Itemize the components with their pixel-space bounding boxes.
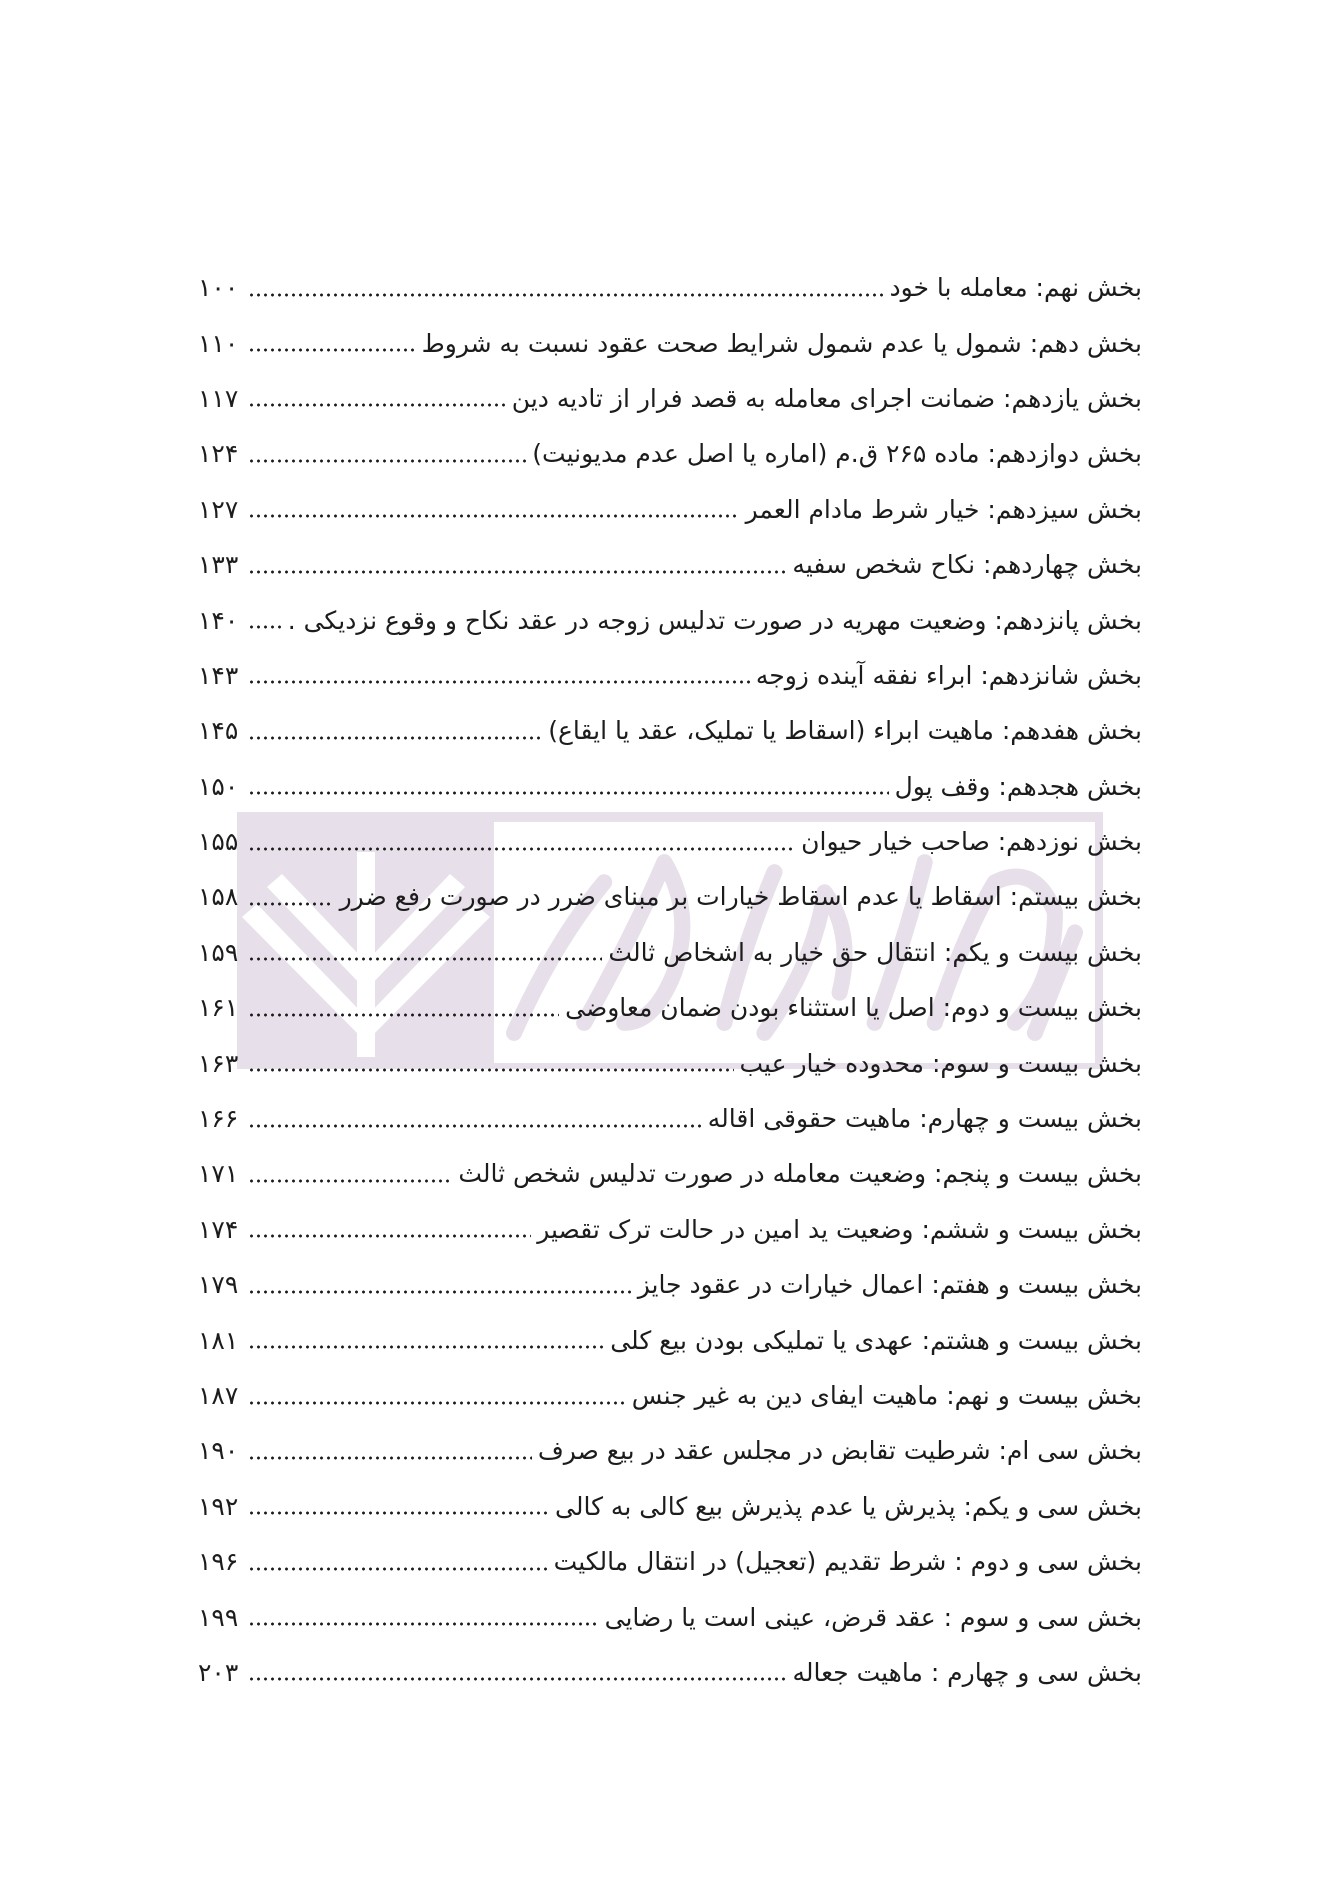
toc-entry-page-number: ۱۸۷ bbox=[198, 1381, 239, 1410]
toc-entry-title: بخش دوازدهم: ماده ۲۶۵ ق.م (اماره یا اصل عدم مدیونیت) bbox=[532, 439, 1142, 469]
toc-entry-page-number: ۱۹۶ bbox=[198, 1547, 239, 1577]
toc-entry[interactable] bbox=[198, 1423, 1142, 1478]
toc-entry-page-number: ۱۴۳ bbox=[198, 660, 239, 690]
toc-entry[interactable] bbox=[198, 260, 1142, 315]
toc-entry[interactable] bbox=[198, 1312, 1142, 1367]
dot-leader bbox=[248, 1510, 549, 1516]
toc-entry-title: بخش بیست و هشتم: عهدی یا تملیکی بودن بیع کلی bbox=[610, 1325, 1142, 1355]
toc-entry-page-number: ۱۹۰ bbox=[198, 1436, 239, 1466]
dot-leader bbox=[248, 347, 416, 353]
toc-entry[interactable] bbox=[198, 1257, 1142, 1312]
toc-entry-page-number: ۱۲۷ bbox=[198, 494, 239, 524]
toc-entry[interactable] bbox=[198, 315, 1142, 370]
toc-entry-page-number: ۱۳۳ bbox=[198, 550, 239, 580]
toc-entry[interactable] bbox=[198, 1202, 1142, 1257]
toc-entry[interactable] bbox=[198, 1589, 1142, 1644]
toc-entry-page-number: ۱۵۸ bbox=[198, 882, 239, 912]
toc-entry-title: بخش هجدهم: وقف پول bbox=[894, 771, 1142, 801]
toc-entry-page-number: ۱۷۹ bbox=[198, 1270, 239, 1300]
toc-entry-title: بخش پانزدهم: وضعیت مهریه در صورت تدلیس زوجه در عقد نکاح و وقوع نزدیکی . bbox=[287, 605, 1142, 635]
dot-leader bbox=[248, 1400, 626, 1406]
dot-leader bbox=[248, 1289, 632, 1295]
dot-leader bbox=[248, 1067, 734, 1073]
toc-entry-title: بخش بیست و نهم: ماهیت ایفای دین به غیر جنس bbox=[631, 1381, 1142, 1410]
toc-entry[interactable] bbox=[198, 1146, 1142, 1201]
toc-entry-title: بخش بیست و هفتم: اعمال خیارات در عقود جایز bbox=[637, 1270, 1142, 1300]
dot-leader bbox=[248, 569, 786, 575]
dot-leader bbox=[248, 956, 602, 962]
toc-entry-page-number: ۱۵۹ bbox=[198, 937, 239, 967]
toc-entry-page-number: ۱۶۳ bbox=[198, 1048, 239, 1078]
toc-entry[interactable] bbox=[198, 371, 1142, 426]
toc-entry-title: بخش بیست و ششم: وضعیت ید امین در حالت ترک تقصیر bbox=[537, 1214, 1142, 1244]
toc-entry[interactable] bbox=[198, 703, 1142, 758]
toc-entry-title: بخش سی و چهارم : ماهیت جعاله bbox=[792, 1657, 1142, 1687]
toc-entry-title: بخش نوزدهم: صاحب خیار حیوان bbox=[801, 827, 1142, 857]
toc-entry-title: بخش سی و دوم : شرط تقدیم (تعجیل) در انتقال مالکیت bbox=[553, 1547, 1142, 1577]
toc-entry-title: بخش هفدهم: ماهیت ابراء (اسقاط یا تملیک، عقد یا ایقاع) bbox=[548, 716, 1142, 746]
toc-entry-page-number: ۱۴۰ bbox=[198, 605, 239, 635]
toc-entry[interactable] bbox=[198, 759, 1142, 814]
dot-leader bbox=[248, 790, 889, 796]
dot-leader bbox=[248, 624, 282, 630]
toc-entry-page-number: ۱۷۱ bbox=[198, 1159, 239, 1189]
toc-entry-page-number: ۱۶۱ bbox=[198, 993, 239, 1023]
dot-leader bbox=[248, 458, 526, 464]
toc-entry-title: بخش نهم: معامله با خود bbox=[889, 273, 1142, 303]
toc-entry-page-number: ۱۰۰ bbox=[198, 273, 239, 303]
toc-entry-page-number: ۱۵۰ bbox=[198, 771, 239, 801]
toc-entry[interactable] bbox=[198, 869, 1142, 924]
toc-entry-title: بخش بیست و سوم: محدوده خیار عیب bbox=[739, 1048, 1142, 1078]
toc-entry-title: بخش سیزدهم: خیار شرط مادام العمر bbox=[745, 494, 1142, 524]
toc-entry[interactable] bbox=[198, 814, 1142, 869]
toc-entry[interactable] bbox=[198, 537, 1142, 592]
dot-leader bbox=[248, 402, 506, 408]
toc-entry-page-number: ۱۶۶ bbox=[198, 1104, 239, 1134]
dot-leader bbox=[248, 1455, 532, 1461]
toc-entry-title: بخش بیست و دوم: اصل یا استثناء بودن ضمان معاوضی bbox=[565, 993, 1142, 1023]
dot-leader bbox=[248, 846, 795, 852]
toc-entry[interactable] bbox=[198, 1368, 1142, 1423]
toc-entry-page-number: ۱۴۵ bbox=[198, 716, 239, 746]
toc-entry-page-number: ۱۱۰ bbox=[198, 328, 239, 358]
toc-entry-page-number: ۱۱۷ bbox=[198, 383, 239, 413]
toc-entry-page-number: ۱۸۱ bbox=[198, 1325, 239, 1355]
toc-entry-title: بخش یازدهم: ضمانت اجرای معامله به قصد فرار از تادیه دین bbox=[511, 383, 1142, 413]
dot-leader bbox=[248, 1676, 786, 1682]
dot-leader bbox=[248, 1566, 548, 1572]
dot-leader bbox=[248, 292, 883, 298]
toc-entry-title: بخش بیست و چهارم: ماهیت حقوقی اقاله bbox=[707, 1104, 1142, 1134]
toc-entry-title: بخش شانزدهم: ابراء نفقه آینده زوجه bbox=[755, 660, 1142, 690]
toc-entry[interactable] bbox=[198, 925, 1142, 980]
toc-entry-page-number: ۲۰۳ bbox=[198, 1657, 239, 1687]
toc-entry-page-number: ۱۹۲ bbox=[198, 1491, 239, 1521]
toc-entry[interactable] bbox=[198, 1534, 1142, 1589]
dot-leader bbox=[248, 901, 334, 907]
toc-entry[interactable] bbox=[198, 482, 1142, 537]
toc-entry-page-number: ۱۲۴ bbox=[198, 439, 239, 469]
toc-entry-title: بخش بیست و یکم: انتقال حق خیار به اشخاص ثالث bbox=[608, 937, 1142, 967]
toc-entry-page-number: ۱۷۴ bbox=[198, 1214, 239, 1244]
dot-leader bbox=[248, 513, 740, 519]
dot-leader bbox=[248, 1233, 531, 1239]
dot-leader bbox=[248, 1123, 702, 1129]
dot-leader bbox=[248, 1012, 559, 1018]
dot-leader bbox=[248, 1178, 452, 1184]
toc-entry-page-number: ۱۵۵ bbox=[198, 827, 239, 857]
toc-entry[interactable] bbox=[198, 592, 1142, 647]
toc-entry-title: بخش بیست و پنجم: وضعیت معامله در صورت تدلیس شخص ثالث bbox=[458, 1159, 1142, 1189]
toc-entry[interactable] bbox=[198, 648, 1142, 703]
toc-entry[interactable] bbox=[198, 980, 1142, 1035]
toc-entry-title: بخش بیستم: اسقاط یا عدم اسقاط خیارات بر مبنای ضرر در صورت رفع ضرر bbox=[339, 882, 1142, 912]
toc-entry-page-number: ۱۹۹ bbox=[198, 1602, 239, 1632]
toc-entry[interactable] bbox=[198, 1091, 1142, 1146]
dot-leader bbox=[248, 679, 750, 685]
toc-entry-title: بخش سی و یکم: پذیرش یا عدم پذیرش بیع کالی به کالی bbox=[555, 1491, 1142, 1521]
toc-entry-title: بخش دهم: شمول یا عدم شمول شرایط صحت عقود نسبت به شروط bbox=[421, 328, 1142, 358]
toc-entry[interactable] bbox=[198, 1645, 1142, 1700]
dot-leader bbox=[248, 735, 542, 741]
dot-leader bbox=[248, 1344, 604, 1350]
toc-entry[interactable] bbox=[198, 1035, 1142, 1090]
toc-entry[interactable] bbox=[198, 1479, 1142, 1534]
table-of-contents bbox=[198, 260, 1142, 1700]
dot-leader bbox=[248, 1621, 599, 1627]
toc-entry-title: بخش چهاردهم: نکاح شخص سفیه bbox=[792, 550, 1142, 580]
toc-entry[interactable] bbox=[198, 426, 1142, 481]
toc-entry-title: بخش سی و سوم : عقد قرض، عینی است یا رضایی bbox=[604, 1602, 1142, 1632]
toc-entry-title: بخش سی ام: شرطیت تقابض در مجلس عقد در بیع صرف bbox=[537, 1436, 1142, 1466]
